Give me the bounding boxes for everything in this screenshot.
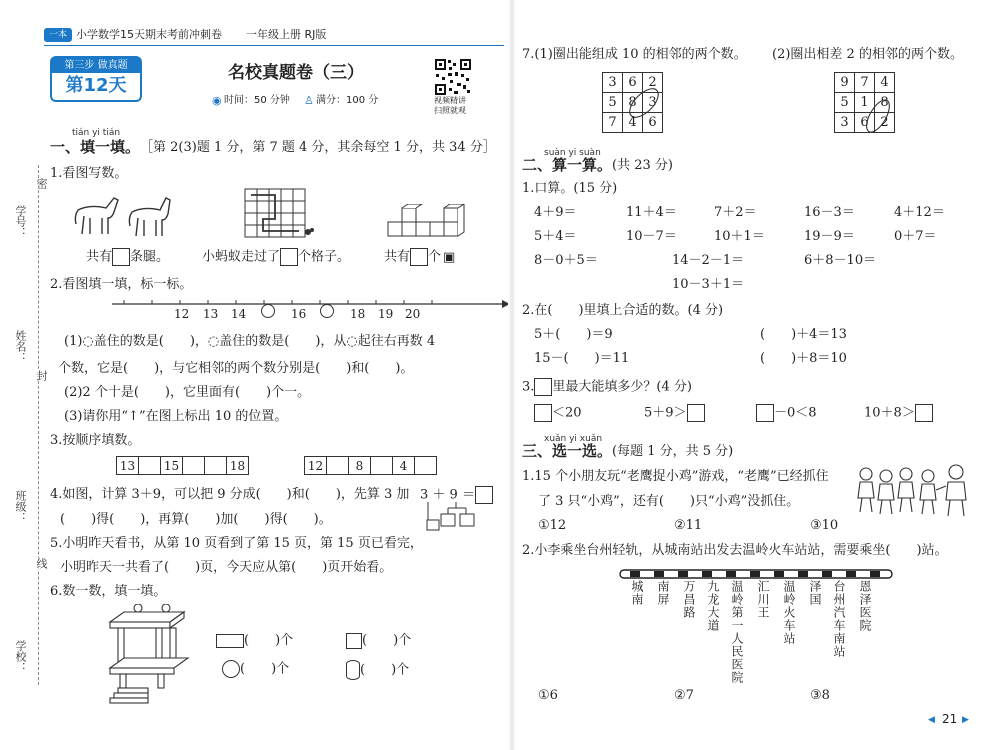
q6-sphere: ( )个 xyxy=(222,660,289,679)
page-prev-icon: ◀ xyxy=(928,715,935,725)
qr-caption-2: 扫照就观 xyxy=(434,106,466,115)
station-label: 南屏 xyxy=(656,580,670,606)
section3-pinyin: xuǎn yi xuǎn xyxy=(544,434,603,444)
q1a-answer-box[interactable] xyxy=(112,248,130,266)
section2-title: 二、算一算。 xyxy=(522,156,613,174)
fill-item[interactable]: ( )＋8＝10 xyxy=(760,351,847,366)
s3q1-option-b[interactable]: ②11 xyxy=(674,518,703,533)
q7-grid-1[interactable]: 3 6 2 5 8 3 7 4 6 xyxy=(602,72,663,133)
q6-cuboid: ( )个 xyxy=(216,632,293,650)
s3q1-option-c[interactable]: ③10 xyxy=(810,518,839,533)
class-label: 班级： xyxy=(14,490,27,523)
sphere-icon xyxy=(222,660,240,678)
series-title: 小学数学15天期末考前冲刺卷 xyxy=(76,28,222,41)
calc-item[interactable]: 10＋1＝ xyxy=(714,229,765,244)
section2-pinyin: suàn yi suàn xyxy=(544,148,601,158)
seq1-cell: 15 xyxy=(161,457,183,475)
calc-item[interactable]: 4＋12＝ xyxy=(894,205,945,220)
seq1-cell: 18 xyxy=(227,457,249,475)
tick-12: 12 xyxy=(174,307,190,321)
fill-item[interactable]: 15－( )＝11 xyxy=(534,351,630,366)
q3-label: 3.按顺序填数。 xyxy=(50,433,141,448)
section3-title: 三、选一选。 xyxy=(522,442,613,460)
page-next-icon: ▶ xyxy=(962,715,969,725)
q7-grid-2[interactable]: 9 7 4 5 1 8 3 6 2 xyxy=(834,72,895,133)
q6-cylinder: ( )个 xyxy=(346,660,409,680)
s3q2-line1: 2.小李乘坐台州轻轨，从城南站出发去温岭火车站站，需要乘坐( )站。 xyxy=(522,543,948,558)
q1a-text: 共有 条腿。 xyxy=(86,249,170,265)
q1-label: 1.看图写数。 xyxy=(50,166,128,181)
q2-line3: (2)2 个十是( )，它里面有( )个一。 xyxy=(64,385,311,400)
split-diagram xyxy=(424,502,484,532)
sequence-1 xyxy=(116,456,249,475)
s3q1-line1: 1.15 个小朋友玩“老鹰捉小鸡”游戏，“老鹰”已经抓住 xyxy=(522,469,829,484)
s2q2-label: 2.在( )里填上合适的数。(4 分) xyxy=(522,303,724,318)
calc-item[interactable]: 7＋2＝ xyxy=(714,205,757,220)
apple-icon-2 xyxy=(320,304,334,318)
cylinder-icon xyxy=(346,660,360,680)
q4-line1: 4.如图，计算 3＋9，可以把 9 分成( )和( )，先算 3 加 xyxy=(50,487,410,502)
apple-icon: ◌ xyxy=(207,334,220,349)
calc-item[interactable]: 0＋7＝ xyxy=(894,229,937,244)
ineq-item[interactable]: 10＋8＞ xyxy=(864,404,933,423)
q1b-answer-box[interactable] xyxy=(280,248,298,266)
apple-icon: ◌ xyxy=(346,334,358,349)
calc-item[interactable]: 5＋4＝ xyxy=(534,229,577,244)
q2-line1: (1)◌盖住的数是( )，◌盖住的数是( )，从◌起往右再数 4 xyxy=(64,334,436,349)
cube-icon xyxy=(346,633,362,649)
tick-16: 16 xyxy=(291,307,307,321)
calc-item[interactable]: 8－0＋5＝ xyxy=(534,253,598,268)
binding-line xyxy=(38,165,39,685)
tick-19: 19 xyxy=(378,307,394,321)
time-label: 时间：50 分钟 xyxy=(224,95,290,106)
cuboid-icon xyxy=(216,634,244,648)
school-label: 学校： xyxy=(14,640,27,673)
ineq-box[interactable] xyxy=(534,404,552,422)
qr-code-icon[interactable] xyxy=(434,58,472,96)
q2-line2: 个数，它是( )，与它相邻的两个数分别是( )和( )。 xyxy=(58,361,414,376)
calc-item[interactable]: 16－3＝ xyxy=(804,205,855,220)
q2-label: 2.看图填一填，标一标。 xyxy=(50,277,193,292)
station-label: 温岭第一人民医院 xyxy=(730,580,744,684)
calc-item[interactable]: 11＋4＝ xyxy=(626,205,677,220)
seq1-cell[interactable] xyxy=(183,457,205,475)
q5-line2: 小明昨天一共看了( )页，今天应从第( )页开始看。 xyxy=(60,560,393,575)
section1-pinyin: tián yi tián xyxy=(72,128,121,138)
cubes-icon xyxy=(386,204,466,238)
q4-line2: ( )得( )，再算( )加( )得( )。 xyxy=(60,512,332,527)
calc-item[interactable]: 19－9＝ xyxy=(804,229,855,244)
s3q2-option-b[interactable]: ②7 xyxy=(674,688,694,703)
q1c-answer-box[interactable] xyxy=(410,248,428,266)
grade-label: 一年级上册 RJ版 xyxy=(246,28,327,41)
step-label: 第三步 做真题 xyxy=(52,58,140,73)
section2-note: (共 23 分) xyxy=(612,158,673,173)
seq1-cell[interactable] xyxy=(139,457,161,475)
q7-example-circle-2 xyxy=(858,96,898,136)
sequence-2 xyxy=(304,456,437,475)
tick-18: 18 xyxy=(350,307,366,321)
q6-cube: ( )个 xyxy=(346,632,411,650)
cube-icon: ▣ xyxy=(443,249,456,265)
header-rule xyxy=(44,45,504,46)
student-number-label: 学号： xyxy=(14,205,27,238)
q5-line1: 5.小明昨天看书，从第 10 页看到了第 15 页，第 15 页已看完， xyxy=(50,536,423,551)
station-label: 温岭火车站 xyxy=(782,580,796,645)
fill-item[interactable]: 5＋( )＝9 xyxy=(534,327,613,342)
day-label: 第12天 xyxy=(65,75,127,96)
apple-icon-1 xyxy=(261,304,275,318)
tick-13: 13 xyxy=(203,307,219,321)
seq2-cell[interactable] xyxy=(415,457,437,475)
page-number: 21 xyxy=(942,712,958,726)
station-label: 恩泽医院 xyxy=(858,580,872,632)
seq2-cell[interactable] xyxy=(371,457,393,475)
q1b-text: 小蚂蚁走过了 个格子。 xyxy=(202,249,351,265)
ineq-item[interactable]: ＜20 xyxy=(534,404,582,423)
calc-item[interactable]: 4＋9＝ xyxy=(534,205,577,220)
calc-item[interactable]: 14－2－1＝ xyxy=(672,253,745,268)
seal-xian: 线 xyxy=(35,558,48,569)
station-label: 九龙大道 xyxy=(706,580,720,632)
tick-20: 20 xyxy=(405,307,421,321)
seal-feng: 封 xyxy=(35,370,48,381)
fill-item[interactable]: ( )＋4＝13 xyxy=(760,327,847,342)
section1-title: 一、填一填。 xyxy=(50,138,141,156)
kids-playing-icon xyxy=(852,462,972,518)
seq2-cell: 12 xyxy=(305,457,327,475)
q2-line4: (3)请你用“↑”在图上标出 10 的位置。 xyxy=(64,409,288,424)
s3q1-line2: 了 3 只“小鸡”，还有( )只“小鸡”没抓住。 xyxy=(538,494,800,509)
seq1-cell[interactable] xyxy=(205,457,227,475)
seal-mi: 密 xyxy=(35,178,48,189)
score-icon: ♙ xyxy=(304,94,314,107)
name-label: 姓名： xyxy=(14,330,27,363)
qr-caption-1: 视频精讲 xyxy=(434,96,466,105)
seq1-cell: 13 xyxy=(117,457,139,475)
page-fold xyxy=(508,0,516,750)
horses-icon xyxy=(70,190,180,240)
step-badge xyxy=(50,56,142,102)
s3q2-option-a[interactable]: ①6 xyxy=(538,688,558,703)
score-label: 满分：100 分 xyxy=(316,95,379,106)
calc-item[interactable]: 10－7＝ xyxy=(626,229,677,244)
q7-line2: (2)圈出相差 2 的相邻的两个数。 xyxy=(772,47,963,62)
q7-line1: 7.(1)圈出能组成 10 的相邻的两个数。 xyxy=(522,47,747,62)
series-badge: 一本 xyxy=(44,28,72,42)
block-structure-icon xyxy=(104,604,194,704)
seq2-cell: 4 xyxy=(393,457,415,475)
calc-item[interactable]: 6＋8－10＝ xyxy=(804,253,877,268)
q4-equation: 3 ＋ 9 ＝ xyxy=(420,486,493,505)
station-label: 泽国 xyxy=(808,580,822,606)
apple-icon: ◌ xyxy=(82,334,94,349)
page-title: 名校真题卷（三） xyxy=(228,63,364,83)
station-label: 汇川王 xyxy=(756,580,770,619)
ineq-item[interactable]: －0＜8 xyxy=(756,404,817,423)
tick-14: 14 xyxy=(231,307,247,321)
station-label: 城南 xyxy=(630,580,644,606)
station-label: 万昌路 xyxy=(682,580,696,619)
number-line[interactable] xyxy=(112,296,512,326)
q6-label: 6.数一数，填一填。 xyxy=(50,584,167,599)
s2q3-label: 3. 里最大能填多少？(4 分) xyxy=(522,379,692,395)
ineq-box[interactable] xyxy=(756,404,774,422)
s2q1-label: 1.口算。(15 分) xyxy=(522,181,618,196)
q7-example-circle-1 xyxy=(622,88,666,118)
q1c-text: 共有 个 ▣ xyxy=(384,249,456,265)
station-label: 台州汽车南站 xyxy=(832,580,846,658)
s3q2-option-c[interactable]: ③8 xyxy=(810,688,830,703)
seq2-cell[interactable] xyxy=(327,457,349,475)
s2q3-box-icon xyxy=(534,378,552,396)
ineq-box[interactable] xyxy=(915,404,933,422)
calc-item[interactable]: 10－3＋1＝ xyxy=(672,277,745,292)
section1-note: ［第 2(3)题 1 分，第 7 题 4 分，其余每空 1 分，共 34 分］ xyxy=(140,140,496,155)
ineq-box[interactable] xyxy=(687,404,705,422)
ineq-item[interactable]: 5＋9＞ xyxy=(644,404,705,423)
s3q1-option-a[interactable]: ①12 xyxy=(538,518,567,533)
seq2-cell: 8 xyxy=(349,457,371,475)
section3-note: (每题 1 分，共 5 分) xyxy=(612,444,734,459)
clock-icon: ◉ xyxy=(212,94,222,107)
ant-grid-icon xyxy=(244,188,316,238)
